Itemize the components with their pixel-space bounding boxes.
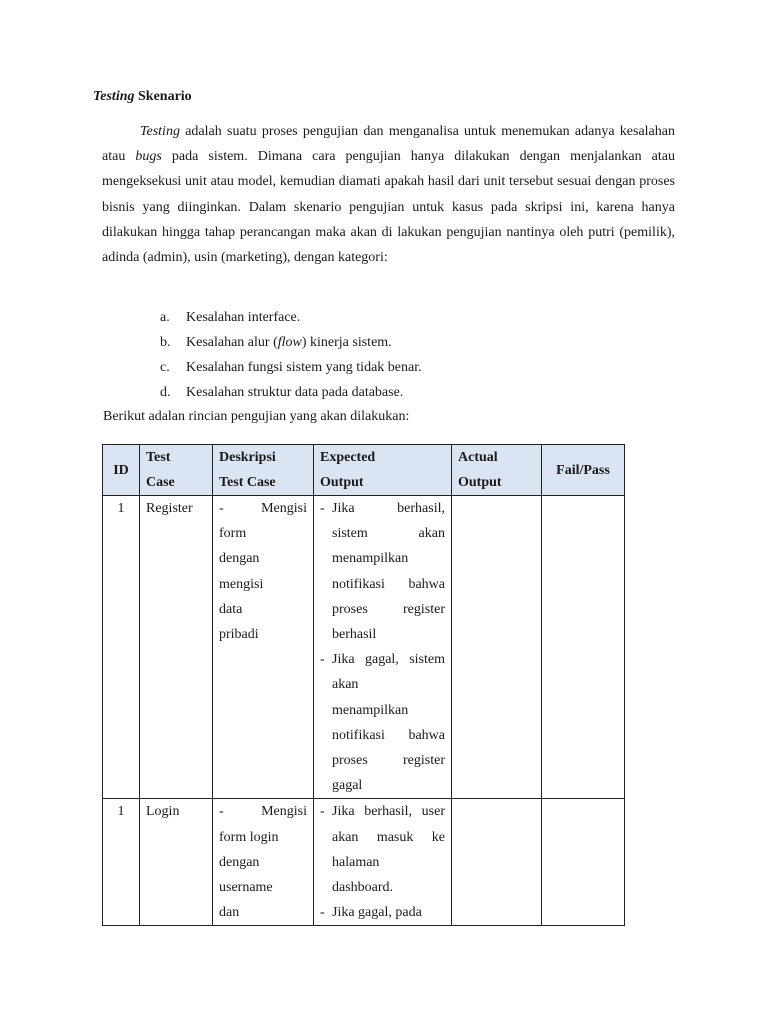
table-body <box>103 496 625 926</box>
category-marker: d. <box>160 385 171 400</box>
expected-line: halaman <box>332 854 380 870</box>
cell-id: 1 <box>103 496 140 799</box>
expected-item <box>320 799 445 900</box>
category-item <box>160 330 620 355</box>
expected-text <box>332 900 445 925</box>
expected-item <box>320 496 445 647</box>
expected-line: gagal <box>332 778 363 794</box>
body-paragraph <box>102 119 675 270</box>
expected-line: berhasil <box>332 627 377 643</box>
bullet-dash: - <box>320 501 325 516</box>
category-text: Kesalahan struktur data pada database. <box>186 385 404 400</box>
description-line: mengisi <box>219 576 264 592</box>
cell-id: 1 <box>103 799 140 926</box>
table-header-row <box>103 445 625 496</box>
test-scenario-table <box>102 444 625 926</box>
category-text: Kesalahan fungsi sistem yang tidak benar. <box>186 360 422 375</box>
cell-actual-output <box>452 496 542 799</box>
bullet-dash: - <box>320 652 325 668</box>
paragraph-lead: Testing <box>140 124 180 139</box>
paragraph-part1: adalah suatu proses pengujian dan menganalisa untuk menemukan adanya kesalahan atau <box>102 124 675 165</box>
category-text: Kesalahan alur (flow) kinerja sistem. <box>186 335 392 350</box>
cell-expected-output <box>314 799 452 926</box>
expected-line: menampilkan <box>332 702 409 718</box>
description-line: pribadi <box>219 627 259 643</box>
expected-text <box>332 647 445 798</box>
category-marker: a. <box>160 310 170 325</box>
cell-test-case: Login <box>140 799 213 926</box>
cell-expected-output <box>314 496 452 799</box>
heading-rest: Skenario <box>134 89 192 104</box>
expected-text <box>332 799 445 900</box>
table-row <box>103 799 625 926</box>
header-id: ID <box>103 445 140 496</box>
table-row <box>103 496 625 799</box>
description-line: - Mengisi <box>219 804 307 820</box>
description-line: dengan <box>219 551 260 567</box>
header-expected-output: Expected Output <box>314 445 452 496</box>
table-intro: Berikut adalan rincian pengujian yang akan dilakukan: <box>103 409 410 424</box>
description-line: form <box>219 526 247 542</box>
description-line: dan <box>219 905 240 921</box>
description-line: - Mengisi <box>219 501 307 516</box>
bullet-dash: - <box>320 804 325 820</box>
expected-item <box>320 647 445 798</box>
header-test-case: Test Case <box>140 445 213 496</box>
heading-italic: Testing <box>93 89 135 104</box>
header-actual-output: Actual Output <box>452 445 542 496</box>
expected-line: notifikasi bahwa <box>332 576 445 592</box>
paragraph-part2: pada sistem. Dimana cara pengujian hanya dilakukan dengan menjalankan atau mengeksekusi unit atau model, kemudian diamati apakah hasil dari unit tersebut sesuai dengan proses bisnis yang diinginkan. Dalam skenario pengujian untuk kasus pada skripsi ini, karena hanya dilakukan hingga tahap perancangan maka akan di lakukan pengujian nantinya oleh putri (pemilik), adinda (admin), usin (marketing), dengan kategori: <box>102 149 675 266</box>
header-fail-pass: Fail/Pass <box>542 445 625 496</box>
cell-test-case: Register <box>140 496 213 799</box>
paragraph-bugs: bugs <box>135 149 162 165</box>
description-line: dengan <box>219 854 260 870</box>
expected-line: proses register <box>332 601 445 617</box>
header-description: Deskripsi Test Case <box>213 445 314 496</box>
expected-line: Jika gagal, pada <box>332 905 422 921</box>
category-text: Kesalahan interface. <box>186 310 301 325</box>
cell-description <box>213 496 314 799</box>
bullet-dash: - <box>320 905 325 921</box>
cell-description <box>213 799 314 926</box>
expected-line: notifikasi bahwa <box>332 727 445 743</box>
description-line: username <box>219 880 273 896</box>
expected-line: Jika berhasil, user <box>332 804 445 820</box>
expected-line: Jika berhasil, <box>332 501 445 516</box>
category-item <box>160 305 620 330</box>
description-line: data <box>219 601 243 617</box>
expected-line: menampilkan <box>332 551 409 567</box>
description-line: form login <box>219 829 279 845</box>
expected-line: sistem akan <box>332 526 445 542</box>
category-marker: c. <box>160 360 170 375</box>
expected-line: akan <box>332 677 359 693</box>
expected-line: akan masuk ke <box>332 829 445 845</box>
expected-line: dashboard. <box>332 880 394 896</box>
cell-fail-pass <box>542 496 625 799</box>
cell-fail-pass <box>542 799 625 926</box>
expected-item <box>320 900 445 925</box>
expected-text <box>332 496 445 647</box>
section-heading <box>93 87 192 107</box>
expected-line: Jika gagal, sistem <box>332 652 445 668</box>
category-item <box>160 380 620 405</box>
cell-actual-output <box>452 799 542 926</box>
category-marker: b. <box>160 335 171 350</box>
category-item <box>160 355 620 380</box>
category-italic: flow <box>277 335 302 350</box>
category-list <box>160 305 620 405</box>
expected-line: proses register <box>332 753 445 769</box>
